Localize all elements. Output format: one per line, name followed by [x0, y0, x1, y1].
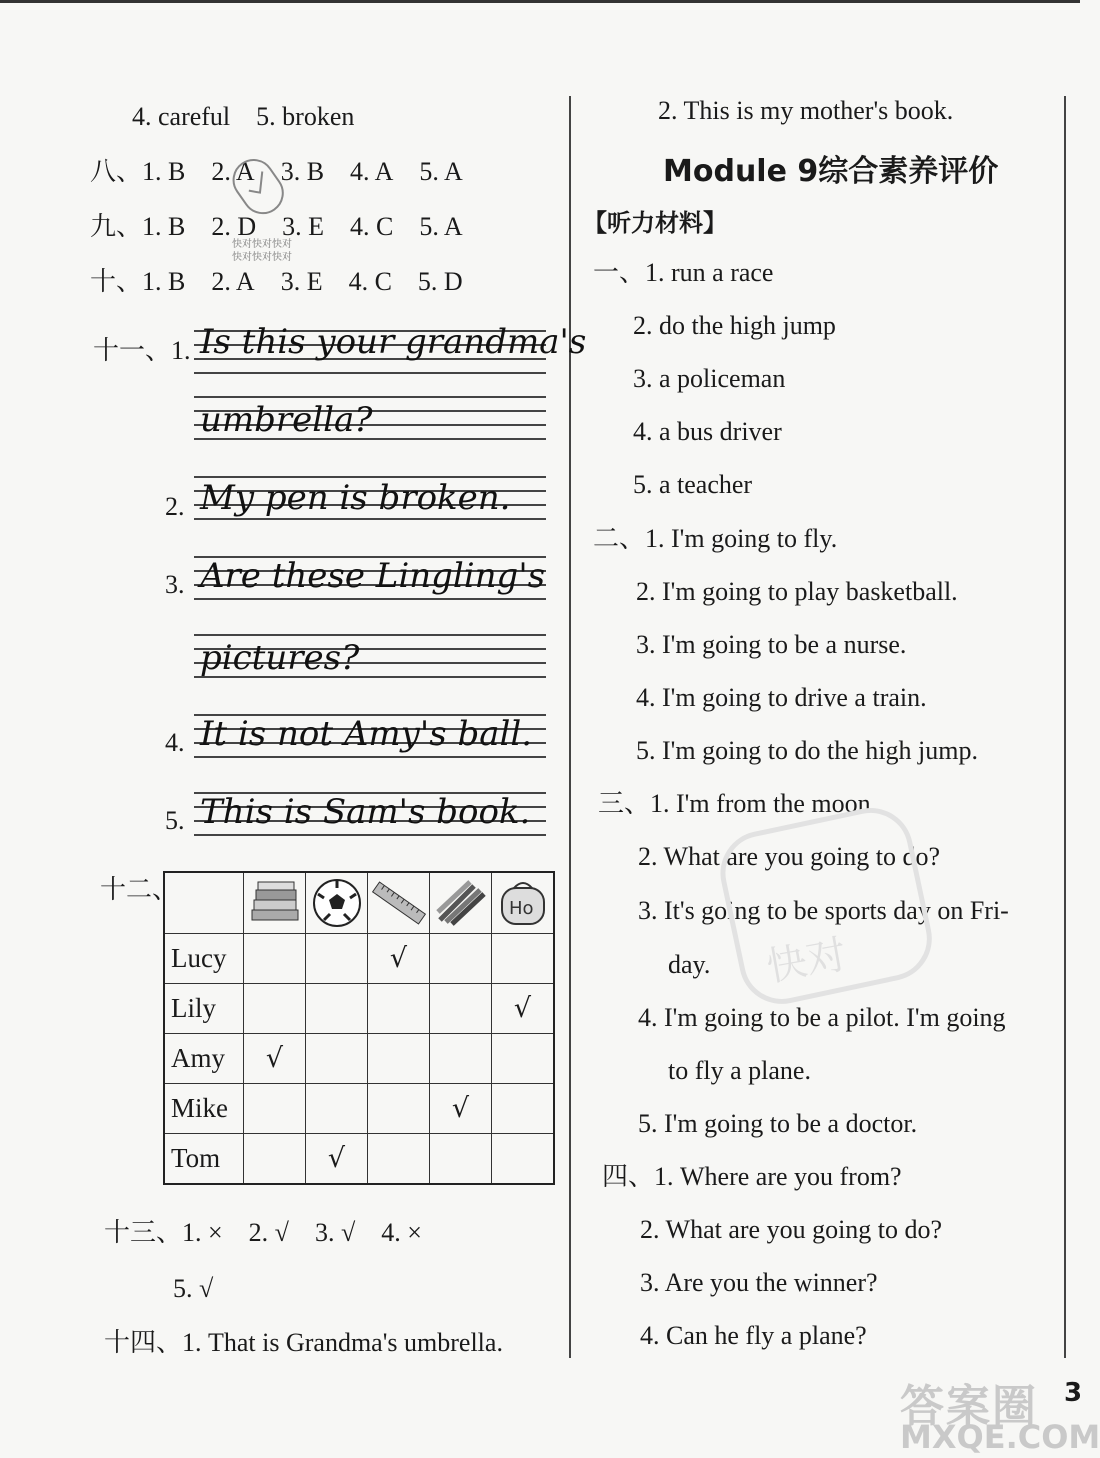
section-label: 八、1. B [90, 157, 186, 186]
script-line: 5. I'm going to be a doctor. [638, 1109, 918, 1138]
table-cell: √ [244, 1034, 306, 1084]
ruler-icon [368, 872, 430, 934]
answer-number: 5. [165, 806, 185, 835]
svg-text:快对: 快对 [763, 931, 850, 991]
listening-material-label: 【听力材料】 [583, 209, 727, 237]
table-header-row [164, 872, 554, 934]
table-cell [306, 984, 368, 1034]
table-cell: √ [430, 1084, 492, 1134]
quick-check-watermark-icon [720, 800, 940, 1000]
handwritten-answer: umbrella? [200, 400, 373, 440]
table-cell [244, 934, 306, 984]
table-corner [164, 872, 244, 934]
script-line: day. [668, 950, 711, 979]
handwritten-answer: Are these Lingling's [200, 556, 546, 596]
row-name: Amy [164, 1034, 244, 1084]
answer-item: 5. A [419, 157, 463, 186]
answer-item: 2. A [211, 267, 255, 296]
table-cell: √ [492, 984, 555, 1034]
answer-item: 5. D [417, 267, 463, 296]
answer-item: 3. E [282, 212, 325, 241]
watermark-text: 答案圈 [900, 1381, 1038, 1432]
script-line: 2. I'm going to play basketball. [636, 577, 958, 606]
table-row [164, 1134, 554, 1185]
section-label: 十、1. B [90, 267, 186, 296]
answer-item: 4. A [350, 157, 394, 186]
answer-item: 4. × [381, 1218, 422, 1247]
table-cell [492, 1034, 555, 1084]
column-divider [569, 96, 571, 1358]
section-11-label: 十一、1. [93, 336, 191, 365]
section-13 [104, 1216, 448, 1250]
table-row [164, 934, 554, 984]
section-label: 十三、1. × [104, 1218, 223, 1247]
answer-item: 2. √ [248, 1218, 289, 1247]
table-row [164, 984, 554, 1034]
table-cell: √ [368, 934, 430, 984]
handwritten-answer: It is not Amy's ball. [200, 714, 533, 754]
script-line: to fly a plane. [668, 1056, 811, 1085]
script-line: 2. What are you going to do? [638, 842, 941, 871]
answer-item: 5. broken [256, 102, 355, 131]
row-name: Lily [164, 984, 244, 1034]
watermark-url: MXQE.COM [900, 1418, 1100, 1456]
right-border [1064, 96, 1066, 1358]
answer-line-4-5 [132, 100, 380, 134]
table-cell [368, 1034, 430, 1084]
row-name: Mike [164, 1084, 244, 1134]
svg-text:Ho: Ho [508, 898, 534, 919]
script-line: 4. I'm going to drive a train. [636, 683, 927, 712]
answer-number: 2. [165, 492, 185, 521]
table-cell [430, 984, 492, 1034]
section-12-label: 十二、 [100, 875, 179, 904]
script-line: 3. a policeman [633, 364, 786, 393]
table-cell [306, 1084, 368, 1134]
page-number: 3 [1064, 1378, 1083, 1408]
table-cell [306, 934, 368, 984]
script-line: 5. a teacher [633, 470, 753, 499]
answer-item: 4. C [348, 267, 392, 296]
handwritten-answer: Is this your grandma's [200, 322, 587, 362]
table-cell [492, 1134, 555, 1185]
answer-number: 4. [165, 728, 185, 757]
top-border [0, 0, 1080, 3]
script-line: 3. It's going to be sports day on Fri- [638, 896, 1009, 925]
answer-item: 3. E [280, 267, 323, 296]
answer-item: 3. B [280, 157, 325, 186]
table-cell [368, 1084, 430, 1134]
section-14: 十四、1. That is Grandma's umbrella. [104, 1328, 503, 1357]
books-icon [244, 872, 306, 934]
stamp-text: 快对快对快对 快对快对快对 [232, 239, 292, 263]
table-cell [492, 934, 555, 984]
handwritten-answer: pictures? [200, 638, 360, 678]
script-line: 4. I'm going to be a pilot. I'm going [638, 1003, 1006, 1032]
script-line: 二、1. I'm going to fly. [593, 524, 838, 553]
handwritten-answer: This is Sam's book. [200, 792, 531, 832]
handwritten-answer: My pen is broken. [200, 478, 511, 518]
script-line: 2. What are you going to do? [640, 1215, 943, 1244]
script-line: 2. do the high jump [633, 311, 836, 340]
schoolbag-icon [492, 872, 555, 934]
script-line: 3. Are you the winner? [640, 1268, 878, 1297]
answer-item: 2. D [211, 212, 257, 241]
answer-item: 3. √ [314, 1218, 356, 1247]
table-row [164, 1034, 554, 1084]
section-10 [90, 265, 489, 299]
table-cell [430, 1134, 492, 1185]
answer-item: 4. C [350, 212, 394, 241]
table-cell [430, 934, 492, 984]
table-cell [368, 984, 430, 1034]
football-icon [306, 872, 368, 934]
script-line: 4. Can he fly a plane? [640, 1321, 867, 1350]
table-cell [244, 984, 306, 1034]
right-top-line: 2. This is my mother's book. [658, 96, 954, 125]
answer-item: 5. A [419, 212, 463, 241]
script-line: 3. I'm going to be a nurse. [636, 630, 907, 659]
script-line: 4. a bus driver [633, 417, 782, 446]
table-cell [492, 1084, 555, 1134]
script-line: 四、1. Where are you from? [602, 1162, 902, 1191]
table-cell [368, 1134, 430, 1185]
table-cell [244, 1134, 306, 1185]
quick-check-stamp-icon [224, 150, 294, 222]
script-line: 三、1. I'm from the moon. [598, 789, 878, 818]
row-name: Lucy [164, 934, 244, 984]
section-label: 九、1. B [90, 212, 186, 241]
section-13-line2: 5. √ [173, 1274, 214, 1303]
table-cell [306, 1034, 368, 1084]
pencils-icon [430, 872, 492, 934]
table-row [164, 1084, 554, 1134]
table-cell [430, 1034, 492, 1084]
row-name: Tom [164, 1134, 244, 1185]
script-line: 一、1. run a race [593, 258, 774, 287]
answer-number: 3. [165, 570, 185, 599]
table-cell: √ [306, 1134, 368, 1185]
script-line: 5. I'm going to do the high jump. [636, 736, 978, 765]
table-cell [244, 1084, 306, 1134]
answer-item: 4. careful [132, 102, 231, 131]
answer-item: 2. A [211, 157, 255, 186]
answer-table [163, 871, 555, 1185]
module-heading: Module 9综合素养评价 [663, 154, 999, 189]
